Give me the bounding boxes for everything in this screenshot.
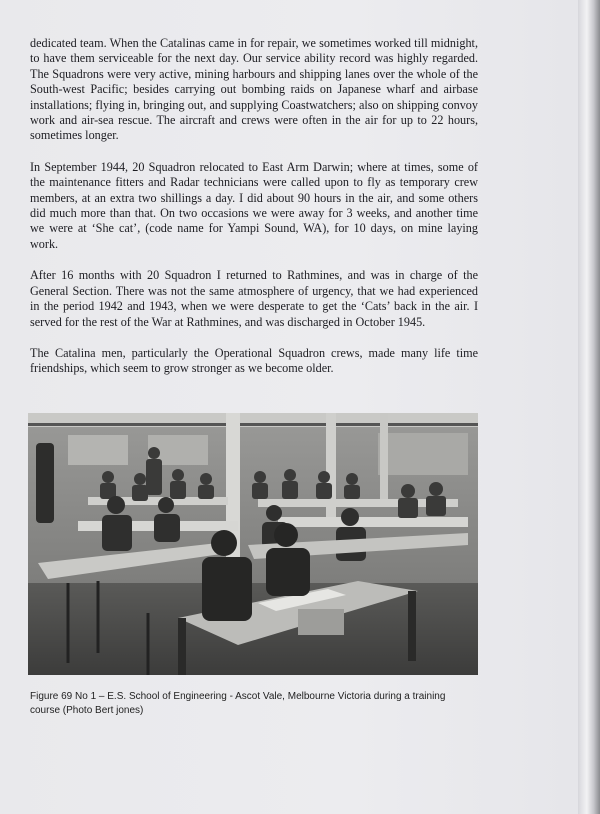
body-text — [30, 36, 478, 393]
figure-caption: Figure 69 No 1 – E.S. School of Engineering - Ascot Vale, Melbourne Victoria during a training course (Photo Bert jones) — [30, 691, 446, 716]
paragraph-1: dedicated team. When the Catalinas came in for repair, we sometimes worked till midnight, to have them serviceable for the next day. Our service ability record was highly regarded. The Squadrons were very active, mining harbours and shipping lanes over the whole of the South-west Pacific; besides carrying out bombing raids on Japanese wharf and airbase installations; flying in, bringing out, and supplying Coastwatchers; also on shipping convoy work and air-sea rescue. The aircraft and crews were often in the air for up to 22 hours, sometimes longer. — [30, 36, 478, 143]
paragraph-4: The Catalina men, particularly the Operational Squadron crews, made many life time friendships, which seem to grow stronger as we become older. — [30, 345, 478, 376]
book-page-edge — [578, 0, 600, 814]
paragraph-2: In September 1944, 20 Squadron relocated to East Arm Darwin; where at times, some of the maintenance fitters and Radar technicians were called upon to fly as temporary crew members, at an extra two shillings a day. I did about 90 hours in the air, and some others did much more than that. On two occasions we were away for 3 weeks, and another time we were at ‘She cat’, (code name for Yampi Sound, WA), for 10 days, on mine laying work. — [30, 159, 478, 251]
paragraph-3: After 16 months with 20 Squadron I returned to Rathmines, and was in charge of the General Section. There was not the same atmosphere of urgency, that we had experienced in the period 1942 and 1943, when we were desperate to get the ‘Cats’ back in the air. I served for the rest of the War at Rathmines, and was discharged in October 1945. — [30, 268, 478, 329]
training-course-photo — [28, 413, 478, 675]
